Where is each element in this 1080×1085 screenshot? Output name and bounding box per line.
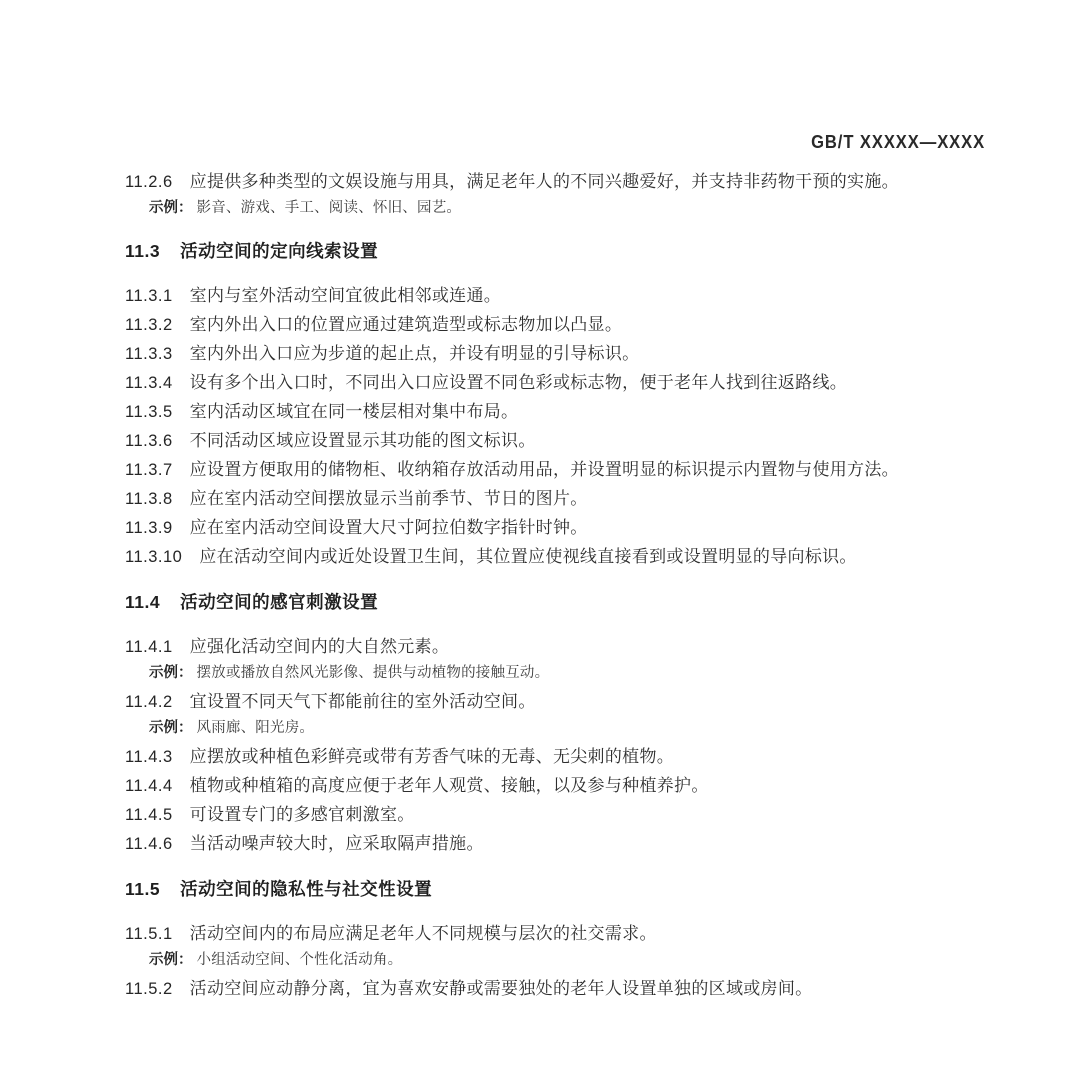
clause-text: 应强化活动空间内的大自然元素。 bbox=[189, 637, 450, 656]
clause-number: 11.4 bbox=[125, 592, 161, 612]
clause-text: 室内外出入口的位置应通过建筑造型或标志物加以凸显。 bbox=[189, 315, 623, 334]
clause-number: 11.4.2 bbox=[125, 693, 173, 711]
clause-number: 11.3.6 bbox=[125, 432, 173, 450]
clause-text: 应提供多种类型的文娱设施与用具，满足老年人的不同兴趣爱好，并支持非药物干预的实施。 bbox=[189, 172, 899, 191]
section-heading bbox=[125, 879, 988, 899]
example-line bbox=[149, 720, 988, 736]
clause-line bbox=[125, 692, 988, 712]
clause-text: 应在活动空间内或近处设置卫生间，其位置应使视线直接看到或设置明显的导向标识。 bbox=[199, 547, 857, 566]
section-heading-text: 活动空间的隐私性与社交性设置 bbox=[180, 879, 433, 899]
clause-line bbox=[125, 547, 988, 567]
clause-number: 11.4.6 bbox=[125, 835, 173, 853]
clause-text: 应摆放或种植色彩鲜亮或带有芳香气味的无毒、无尖刺的植物。 bbox=[189, 747, 675, 766]
clause-text: 宜设置不同天气下都能前往的室外活动空间。 bbox=[189, 692, 536, 711]
clause-number: 11.5.1 bbox=[125, 925, 173, 943]
clause-line bbox=[125, 489, 988, 509]
example-label: 示例： bbox=[149, 952, 193, 968]
standard-number-header: GB/T XXXXX—XXXX bbox=[811, 132, 985, 152]
clause-number: 11.4.4 bbox=[125, 777, 173, 795]
clause-line bbox=[125, 834, 988, 854]
clause-line bbox=[125, 315, 988, 335]
clause-text: 可设置专门的多感官刺激室。 bbox=[189, 805, 415, 824]
clause-line bbox=[125, 172, 988, 192]
clause-number: 11.2.6 bbox=[125, 173, 173, 191]
clause-line bbox=[125, 373, 988, 393]
clause-number: 11.5.2 bbox=[125, 980, 173, 998]
clause-number: 11.3.5 bbox=[125, 403, 173, 421]
example-label: 示例： bbox=[149, 665, 193, 681]
clause-line bbox=[125, 979, 988, 999]
clause-line bbox=[125, 637, 988, 657]
clause-line bbox=[125, 747, 988, 767]
example-line bbox=[149, 665, 988, 681]
clause-text: 不同活动区域应设置显示其功能的图文标识。 bbox=[189, 431, 536, 450]
example-text: 摆放或播放自然风光影像、提供与动植物的接触互动。 bbox=[196, 665, 550, 681]
example-label: 示例： bbox=[149, 720, 193, 736]
clause-text: 应在室内活动空间设置大尺寸阿拉伯数字指针时钟。 bbox=[189, 518, 588, 537]
clause-number: 11.3.7 bbox=[125, 461, 173, 479]
clause-text: 室内活动区域宜在同一楼层相对集中布局。 bbox=[189, 402, 519, 421]
clause-number: 11.5 bbox=[125, 879, 161, 899]
clause-number: 11.3.2 bbox=[125, 316, 173, 334]
clause-number: 11.3.10 bbox=[125, 548, 183, 566]
clause-line bbox=[125, 924, 988, 944]
example-line bbox=[149, 200, 988, 216]
section-heading-text: 活动空间的定向线索设置 bbox=[180, 241, 379, 261]
clause-number: 11.3.8 bbox=[125, 490, 173, 508]
clause-number: 11.3.9 bbox=[125, 519, 173, 537]
example-text: 小组活动空间、个性化活动角。 bbox=[196, 952, 403, 968]
clause-number: 11.3.1 bbox=[125, 287, 173, 305]
clause-line bbox=[125, 431, 988, 451]
clause-text: 植物或种植箱的高度应便于老年人观赏、接触，以及参与种植养护。 bbox=[189, 776, 709, 795]
example-line bbox=[149, 952, 988, 968]
clause-number: 11.4.5 bbox=[125, 806, 173, 824]
clause-line bbox=[125, 518, 988, 538]
clause-text: 活动空间应动静分离，宜为喜欢安静或需要独处的老年人设置单独的区域或房间。 bbox=[189, 979, 813, 998]
example-text: 影音、游戏、手工、阅读、怀旧、园艺。 bbox=[196, 200, 462, 216]
clause-number: 11.3 bbox=[125, 241, 161, 261]
clause-number: 11.4.1 bbox=[125, 638, 173, 656]
clause-line bbox=[125, 805, 988, 825]
clause-text: 应在室内活动空间摆放显示当前季节、节日的图片。 bbox=[189, 489, 588, 508]
section-heading bbox=[125, 592, 988, 612]
clause-text: 应设置方便取用的储物柜、收纳箱存放活动用品，并设置明显的标识提示内置物与使用方法。 bbox=[189, 460, 899, 479]
clause-text: 活动空间内的布局应满足老年人不同规模与层次的社交需求。 bbox=[189, 924, 657, 943]
clause-line bbox=[125, 286, 988, 306]
clause-text: 当活动噪声较大时，应采取隔声措施。 bbox=[189, 834, 484, 853]
clause-text: 设有多个出入口时，不同出入口应设置不同色彩或标志物，便于老年人找到往返路线。 bbox=[189, 373, 848, 392]
clause-line bbox=[125, 460, 988, 480]
clause-line bbox=[125, 776, 988, 796]
document-body bbox=[125, 172, 988, 1008]
clause-line bbox=[125, 344, 988, 364]
section-heading bbox=[125, 241, 988, 261]
clause-number: 11.3.4 bbox=[125, 374, 173, 392]
clause-line bbox=[125, 402, 988, 422]
clause-number: 11.3.3 bbox=[125, 345, 173, 363]
section-heading-text: 活动空间的感官刺激设置 bbox=[180, 592, 379, 612]
clause-number: 11.4.3 bbox=[125, 748, 173, 766]
example-text: 风雨廊、阳光房。 bbox=[196, 720, 315, 736]
clause-text: 室内外出入口应为步道的起止点，并设有明显的引导标识。 bbox=[189, 344, 640, 363]
clause-text: 室内与室外活动空间宜彼此相邻或连通。 bbox=[189, 286, 502, 305]
example-label: 示例： bbox=[149, 200, 193, 216]
